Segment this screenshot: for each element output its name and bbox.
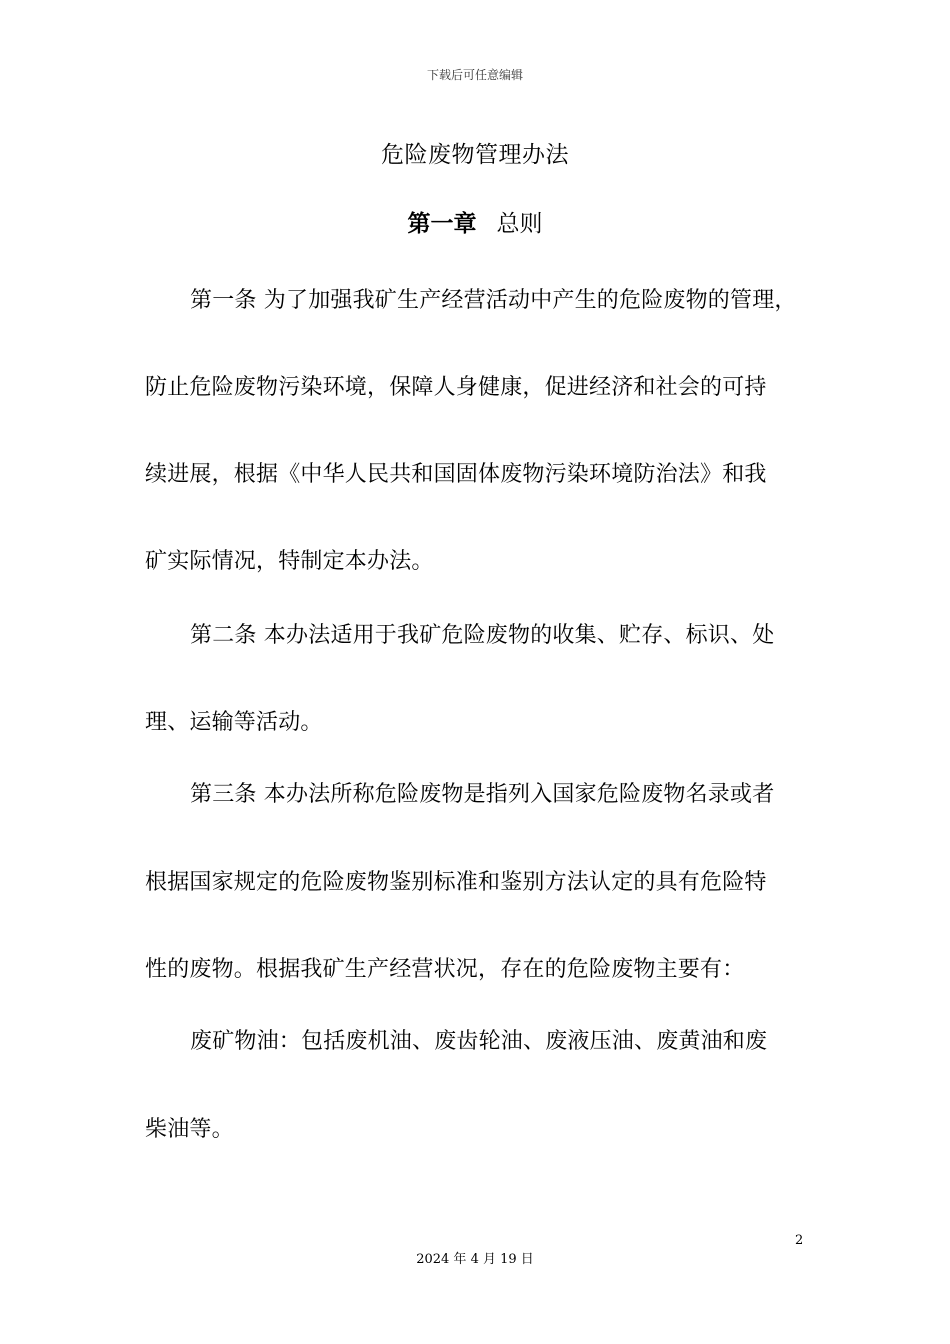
article-1-line-4: 矿实际情况，特制定本办法。	[145, 549, 434, 574]
chapter-number: 第一章	[407, 211, 477, 237]
article-3-line-1: 第三条 本办法所称危险废物是指列入国家危险废物名录或者	[190, 782, 775, 807]
article-3-line-2: 根据国家规定的危险废物鉴别标准和鉴别方法认定的具有危险特	[145, 870, 767, 895]
chapter-heading	[0, 205, 950, 238]
article-2-line-2: 理、运输等活动。	[145, 710, 323, 735]
article-3-line-3: 性的废物。根据我矿生产经营状况，存在的危险废物主要有：	[145, 957, 745, 982]
waste-oil-line-2: 柴油等。	[145, 1117, 234, 1142]
document-title: 危险废物管理办法	[381, 142, 569, 168]
chapter-name: 总则	[496, 211, 543, 237]
page-number: 2	[795, 1233, 804, 1248]
article-1-line-3: 续进展，根据《中华人民共和国固体废物污染环境防治法》和我	[145, 462, 767, 487]
header-note: 下载后可任意编辑	[426, 68, 523, 82]
article-2-line-1: 第二条 本办法适用于我矿危险废物的收集、贮存、标识、处	[190, 623, 775, 648]
article-1-line-1: 第一条 为了加强我矿生产经营活动中产生的危险废物的管理，	[190, 288, 797, 313]
article-1-line-2: 防止危险废物污染环境，保障人身健康，促进经济和社会的可持	[145, 375, 767, 400]
waste-oil-line-1: 废矿物油：包括废机油、废齿轮油、废液压油、废黄油和废	[190, 1029, 768, 1054]
footer-date: 2024 年 4 月 19 日	[416, 1252, 534, 1267]
